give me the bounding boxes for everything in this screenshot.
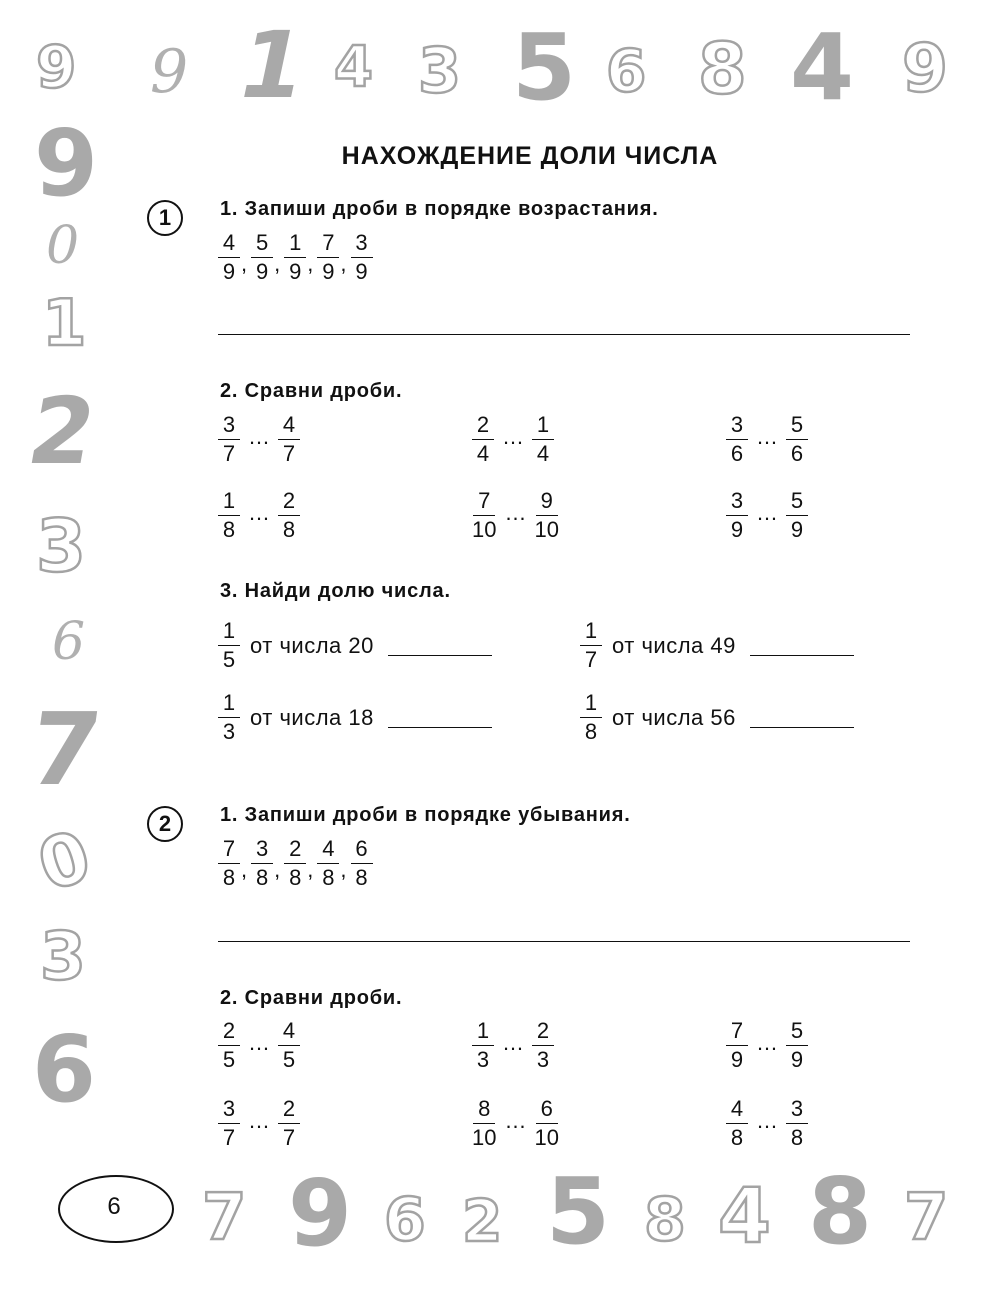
compare-dots[interactable]: … [756,1029,778,1055]
decor-digit-nine-icon: 9 [150,37,189,107]
denominator: 3 [476,1047,490,1072]
fraction [278,490,300,541]
denominator: 7 [584,647,598,672]
s2-fraction-list: $\frac{7}{8}$ , $\frac{3}{8}$ , $\frac{2}{8}$ , $\frac{4}{8}$ , $\frac{6}{8}$ [218,838,373,889]
decor-digit-nine-icon: 9 [288,1160,353,1267]
s1-compare-pair [218,490,300,541]
section-2-badge: 2 [147,806,183,842]
numerator: 4 [218,232,240,258]
numerator: 6 [351,838,373,864]
share-item [580,620,854,671]
s2-compare-pair [472,1098,559,1149]
answer-blank[interactable] [388,707,492,728]
numerator: 5 [251,232,273,258]
decor-digit-seven-icon: 7 [904,1181,949,1255]
decor-digit-five-icon: 5 [512,14,577,121]
answer-blank[interactable] [750,707,854,728]
numerator: 3 [786,1098,808,1124]
s1-task1-label: 1. Запиши дроби в порядке возрастания. [220,198,659,220]
fraction [218,620,240,671]
fraction [532,1020,554,1071]
decor-digit-six-icon: 6 [384,1185,426,1255]
decor-digit-four-icon: 4 [790,14,855,121]
denominator: 7 [282,441,296,466]
denominator: 7 [282,1125,296,1150]
share-text: от числа 49 [612,632,736,658]
fraction [726,490,748,541]
numerator: 4 [278,1020,300,1046]
decor-digit-nine-icon: 9 [902,30,948,107]
denominator: 9 [790,1047,804,1072]
numerator: 2 [532,1020,554,1046]
section-1-badge: 1 [147,200,183,236]
numerator: 1 [580,692,602,718]
s2-compare-pair [726,1098,808,1149]
fraction [580,620,602,671]
fraction [351,232,373,283]
numerator: 9 [536,490,558,516]
s2-task1-label: 1. Запиши дроби в порядке убывания. [220,804,631,826]
numerator: 7 [317,232,339,258]
compare-dots[interactable]: … [248,499,270,525]
fraction [472,414,494,465]
denominator: 4 [536,441,550,466]
numerator: 3 [351,232,373,258]
s2-compare-pair [218,1098,300,1149]
numerator: 2 [278,490,300,516]
numerator: 3 [726,490,748,516]
denominator: 7 [222,441,236,466]
s2-task2-label: 2. Сравни дроби. [220,987,403,1009]
compare-dots[interactable]: … [502,423,524,449]
share-text: от числа 18 [250,704,374,730]
decor-digit-one-icon: 1 [42,287,87,361]
decor-digit-four-icon: 4 [718,1171,771,1260]
numerator: 6 [536,1098,558,1124]
fraction [278,1098,300,1149]
compare-dots[interactable]: … [248,1029,270,1055]
compare-dots[interactable]: … [248,1107,270,1133]
numerator: 1 [218,490,240,516]
fraction [472,1098,496,1149]
decor-digit-seven-icon: 7 [202,1181,247,1255]
denominator: 8 [222,865,236,890]
decor-digit-six-icon: 6 [32,1016,97,1123]
decor-digit-nine-icon: 9 [36,33,77,101]
numerator: 3 [218,1098,240,1124]
compare-dots[interactable]: … [756,1107,778,1133]
numerator: 8 [473,1098,495,1124]
denominator: 8 [289,865,302,890]
numerator: 5 [786,414,808,440]
fraction [284,838,306,889]
numerator: 2 [284,838,306,864]
denominator: 9 [289,259,302,284]
numerator: 1 [284,232,306,258]
fraction [218,414,240,465]
s1-compare-pair [726,490,808,541]
denominator: 9 [222,259,236,284]
numerator: 3 [726,414,748,440]
fraction [786,1020,808,1071]
fraction [218,838,240,889]
fraction [726,1098,748,1149]
denominator: 9 [730,1047,744,1072]
decor-digit-two-icon: 2 [20,378,104,485]
fraction [218,232,240,283]
numerator: 3 [251,838,273,864]
s1-fraction-list: $\frac{4}{9}$ , $\frac{5}{9}$ , $\frac{1}{9}$ , $\frac{7}{9}$ , $\frac{3}{9}$ [218,232,373,283]
s1-compare-pair [218,414,300,465]
fraction [726,414,748,465]
denominator: 8 [730,1125,744,1150]
s1-compare-pair [472,414,554,465]
fraction [218,1098,240,1149]
share-item [218,620,492,671]
numerator: 2 [472,414,494,440]
decor-digit-eight-icon: 8 [644,1185,686,1255]
numerator: 5 [786,1020,808,1046]
compare-dots[interactable]: … [504,499,527,525]
numerator: 2 [218,1020,240,1046]
decor-digit-three-icon: 3 [418,34,462,107]
decor-digit-three-icon: 3 [40,918,86,995]
denominator: 5 [282,1047,296,1072]
decor-digit-nine-icon: 9 [34,110,99,217]
decor-digit-zero-icon: 0 [46,216,80,276]
denominator: 10 [472,1125,497,1150]
share-text: от числа 56 [612,704,736,730]
decor-digit-one-icon: 1 [228,12,316,119]
fraction [317,232,339,283]
fraction [580,692,602,743]
denominator: 9 [256,259,269,284]
s1-task2-label: 2. Сравни дроби. [220,380,403,402]
denominator: 6 [730,441,744,466]
numerator: 5 [786,490,808,516]
denominator: 10 [472,517,497,542]
s2-answer-line[interactable] [218,941,910,942]
fraction [534,1098,558,1149]
denominator: 6 [790,441,804,466]
decor-digit-two-icon: 2 [462,1187,503,1255]
denominator: 8 [222,517,236,542]
decor-digit-six-icon: 6 [606,37,647,105]
decor-digit-eight-icon: 8 [698,28,747,110]
share-text: от числа 20 [250,632,374,658]
fraction [278,1020,300,1071]
denominator: 8 [282,517,296,542]
fraction [351,838,373,889]
numerator: 1 [472,1020,494,1046]
answer-blank[interactable] [750,635,854,656]
denominator: 8 [355,865,368,890]
denominator: 8 [790,1125,804,1150]
decor-digit-zero-icon: 0 [28,814,101,908]
denominator: 10 [534,517,559,542]
denominator: 5 [222,647,236,672]
decor-digit-eight-icon: 8 [808,1158,873,1265]
denominator: 8 [322,865,335,890]
share-item [580,692,854,743]
denominator: 7 [222,1125,236,1150]
compare-dots[interactable]: … [502,1029,524,1055]
decor-digit-six-icon: 6 [52,612,86,672]
compare-dots[interactable]: … [248,423,270,449]
fraction [317,838,339,889]
fraction [786,490,808,541]
fraction [472,1020,494,1071]
denominator: 9 [790,517,804,542]
denominator: 9 [730,517,744,542]
decor-digit-three-icon: 3 [36,504,87,588]
denominator: 3 [536,1047,550,1072]
fraction [251,232,273,283]
denominator: 8 [256,865,269,890]
compare-dots[interactable]: … [756,499,778,525]
fraction [532,414,554,465]
compare-dots[interactable]: … [504,1107,527,1133]
fraction [534,490,558,541]
fraction [786,1098,808,1149]
fraction [251,838,273,889]
numerator: 4 [278,414,300,440]
numerator: 1 [580,620,602,646]
decor-digit-four-icon: 4 [334,35,373,100]
denominator: 9 [355,259,368,284]
page-title: НАХОЖДЕНИЕ ДОЛИ ЧИСЛА [341,142,719,170]
page-number: 6 [107,1193,121,1220]
decor-digit-seven-icon: 7 [21,691,108,808]
denominator: 5 [222,1047,236,1072]
numerator: 7 [218,838,240,864]
numerator: 1 [218,620,240,646]
decor-digit-five-icon: 5 [546,1158,611,1265]
numerator: 3 [218,414,240,440]
compare-dots[interactable]: … [756,423,778,449]
fraction [284,232,306,283]
denominator: 10 [534,1125,559,1150]
s2-compare-pair [726,1020,808,1071]
s1-task3-label: 3. Найди долю числа. [220,580,451,602]
denominator: 8 [584,719,598,744]
s1-compare-pair [472,490,559,541]
share-item [218,692,492,743]
numerator: 2 [278,1098,300,1124]
fraction [278,414,300,465]
numerator: 4 [726,1098,748,1124]
fraction [472,490,496,541]
fraction [786,414,808,465]
numerator: 1 [532,414,554,440]
numerator: 7 [473,490,495,516]
numerator: 1 [218,692,240,718]
fraction [726,1020,748,1071]
fraction [218,490,240,541]
s2-compare-pair [472,1020,554,1071]
numerator: 4 [317,838,339,864]
answer-blank[interactable] [388,635,492,656]
fraction [218,692,240,743]
s2-compare-pair [218,1020,300,1071]
numerator: 7 [726,1020,748,1046]
fraction [218,1020,240,1071]
denominator: 9 [322,259,335,284]
denominator: 4 [476,441,490,466]
s1-answer-line[interactable] [218,334,910,335]
s1-compare-pair [726,414,808,465]
denominator: 3 [222,719,236,744]
